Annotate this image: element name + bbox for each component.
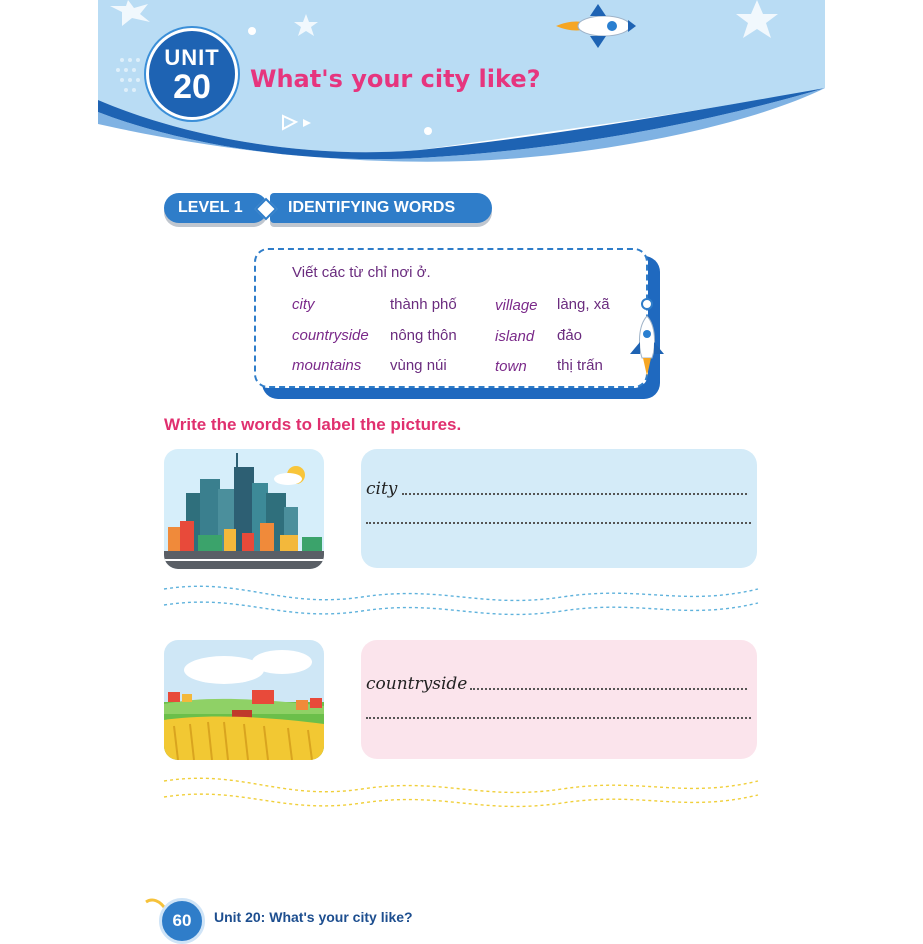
vocab-instruction: Viết các từ chỉ nơi ở. (292, 264, 431, 281)
answer-line[interactable] (470, 687, 747, 690)
vocab-en: countryside (292, 327, 369, 344)
footer-title: Unit 20: What's your city like? (214, 909, 413, 925)
section-label: IDENTIFYING WORDS (270, 193, 492, 223)
vocab-vi: thành phố (390, 296, 457, 313)
vocab-en: village (495, 297, 538, 314)
page-number: 60 (159, 898, 205, 944)
answer-text: city (366, 479, 398, 499)
vocab-en: city (292, 296, 315, 313)
task-instruction: Write the words to label the pictures. (164, 415, 462, 434)
vocab-vi: thị trấn (557, 357, 603, 374)
unit-word: UNIT (164, 45, 220, 70)
answer-card (361, 640, 757, 759)
answer-line[interactable] (366, 521, 751, 524)
rocket-icon (626, 294, 670, 384)
vocab-vi: đảo (557, 327, 583, 344)
wavy-divider (162, 775, 760, 815)
page-title: What's your city like? (250, 65, 541, 93)
city-picture (164, 449, 324, 569)
answer-line[interactable] (366, 716, 751, 719)
vocab-vi: làng, xã (557, 296, 610, 313)
vocab-vi: nông thôn (390, 327, 457, 344)
unit-badge (146, 28, 238, 120)
vocab-en: island (495, 328, 535, 345)
countryside-picture (164, 640, 324, 760)
answer-line[interactable] (402, 492, 747, 495)
wavy-divider (162, 583, 760, 623)
vocab-en: mountains (292, 357, 362, 374)
vocab-vi: vùng núi (390, 357, 447, 374)
answer-text: countryside (366, 674, 468, 694)
level-label: LEVEL 1 (164, 193, 268, 223)
answer-card (361, 449, 757, 568)
unit-number: 20 (173, 68, 211, 106)
vocab-en: town (495, 358, 527, 375)
